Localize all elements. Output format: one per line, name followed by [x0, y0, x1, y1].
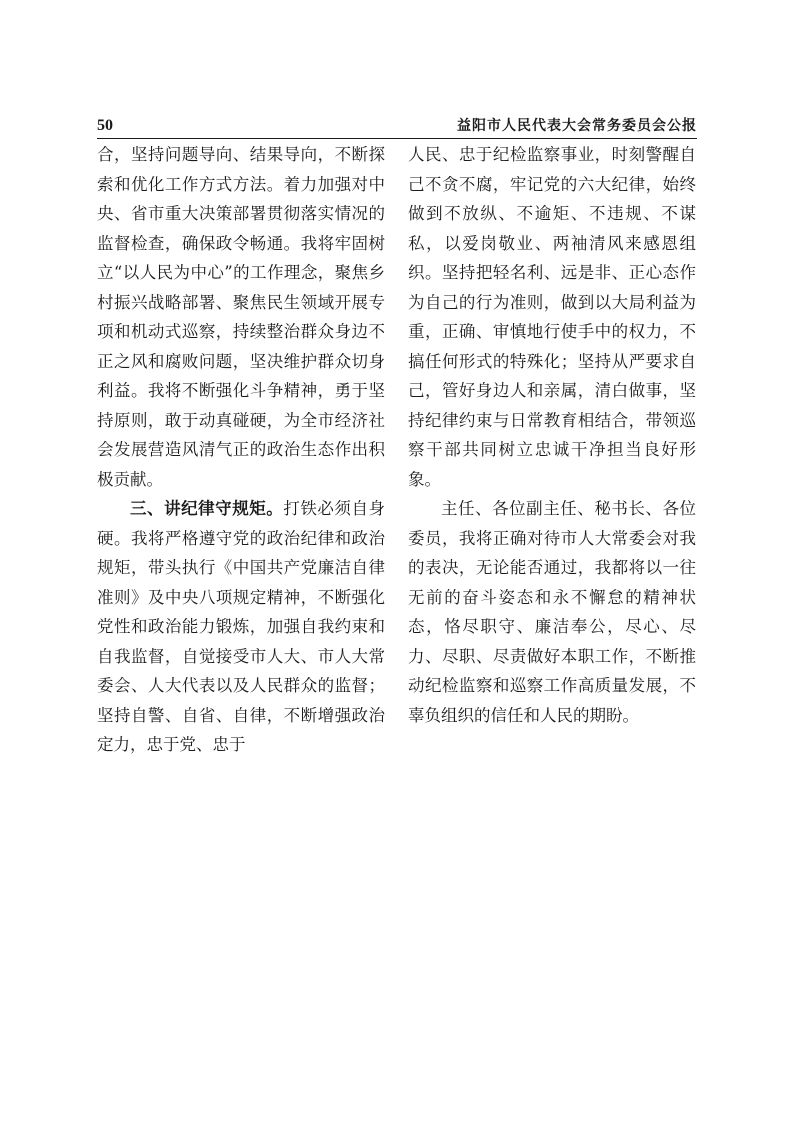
- section-three-body: 打铁必须自身硬。我将严格遵守党的政治纪律和政治规矩，带头执行《中国共产党廉洁自律准则》及中央八项规定精神，不断强化党性和政治能力锻炼，加强自我约束和自我监督，自觉接受市人大、市人大常委会、人大代表以及人民群众的监督；坚持自警、自省、自律，不断增强政治定力，忠于党、忠于: [97, 499, 386, 754]
- header-rule: [97, 138, 697, 139]
- journal-title: 益阳市人民代表大会常务委员会公报: [457, 118, 697, 134]
- right-paragraph-continuation: 人民、忠于纪检监察事业，时刻警醒自己不贪不腐，牢记党的六大纪律，始终做到不放纵、不逾矩、不违规、不谋私，以爱岗敬业、两袖清风来感恩组织。坚持把轻名利、远是非、正心态作为自己的行为准则，做到以大局利益为重，正确、审慎地行使手中的权力，不搞任何形式的特殊化；坚持从严要求自己，管好身边人和亲属，清白做事，坚持纪律约束与日常教育相结合，带领巡察干部共同树立忠诚干净担当良好形象。: [408, 145, 696, 489]
- section-three-heading: 三、讲纪律守规矩。: [130, 499, 284, 518]
- left-column: [97, 140, 385, 760]
- left-paragraph-continuation: 合，坚持问题导向、结果导向，不断探索和优化工作方式方法。着力加强对中央、省市重大决策部署贯彻落实情况的监督检查，确保政令畅通。我将牢固树立“以人民为中心”的工作理念，聚焦乡村振兴战略部署、聚焦民生领域开展专项和机动式巡察，持续整治群众身边不正之风和腐败问题，坚决维护群众切身利益。我将不断强化斗争精神，勇于坚持原则，敢于动真碰硬，为全市经济社会发展营造风清气正的政治生态作出积极贡献。: [97, 145, 385, 489]
- closing-paragraph: 主任、各位副主任、秘书长、各位委员，我将正确对待市人大常委会对我的表决，无论能否通过，我都将以一往无前的奋斗姿态和永不懈怠的精神状态，恪尽职守、廉洁奉公，尽心、尽力、尽职、尽责做好本职工作，不断推动纪检监察和巡察工作高质量发展，不辜负组织的信任和人民的期盼。: [408, 499, 696, 725]
- page-header: [97, 116, 697, 138]
- section-three-paragraph: [97, 494, 385, 760]
- page-number: 50: [97, 117, 113, 134]
- right-column: [408, 140, 696, 730]
